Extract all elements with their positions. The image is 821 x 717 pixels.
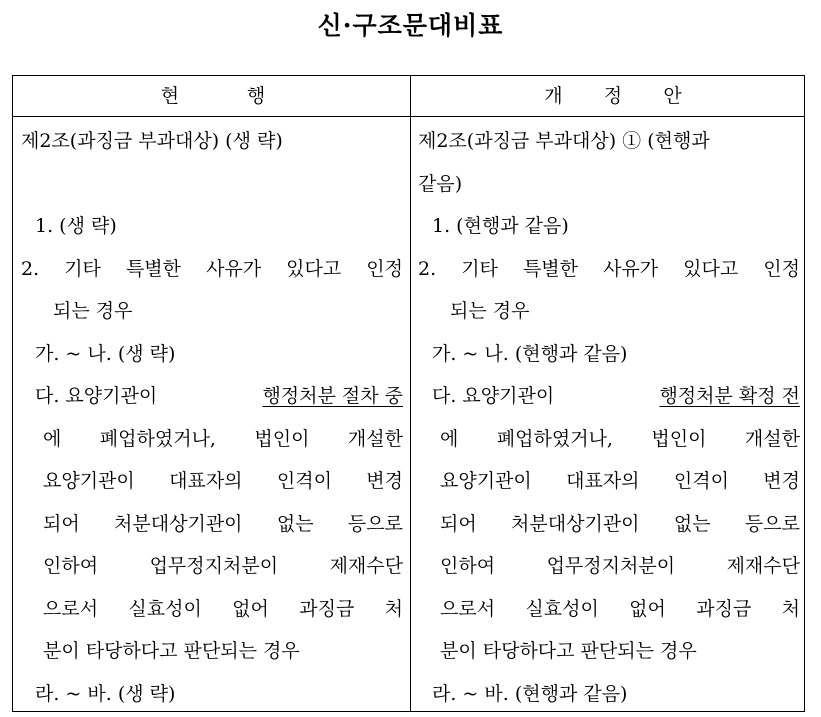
header-current xyxy=(93,76,333,116)
current-subitem-ga-na: 가. ~ 나. (생 략) xyxy=(35,342,176,365)
header-current-char-2: 행 xyxy=(246,85,266,107)
document-title: 신·구조문대비표 xyxy=(317,11,504,40)
revised-subitem-ga-na: 가. ~ 나. (현행과 같음) xyxy=(432,342,628,365)
current-item-2: 2. 기타 특별한 사유가 있다고 인정 xyxy=(21,257,403,280)
current-subitem-da-line-7: 분이 타당하다고 판단되는 경우 xyxy=(43,640,300,662)
header-revised-char-2: 정 xyxy=(603,85,623,107)
current-subitem-da-line-3: 요양기관이 대표자의 인격이 변경 xyxy=(43,470,403,492)
current-article-heading: 제2조(과징금 부과대상) (생 략) xyxy=(21,130,283,152)
header-current-char-1: 현 xyxy=(160,85,180,107)
revised-subitem-da-line-2: 에 폐업하였거나, 법인이 개설한 xyxy=(440,427,800,450)
revised-subitem-ra-ba: 라. ~ 바. (현행과 같음) xyxy=(432,682,628,705)
revised-item-2-cont: 되는 경우 xyxy=(450,300,530,322)
header-revised-char-3: 안 xyxy=(663,85,682,107)
current-underlined-phrase: 행정처분 절차 중 xyxy=(262,385,403,407)
current-subitem-da-text: 다. 요양기관이 xyxy=(35,385,158,407)
header-divider xyxy=(13,116,804,117)
current-item-2-cont: 되는 경우 xyxy=(53,300,133,322)
revised-subitem-da xyxy=(418,375,800,418)
current-item-1: 1. (생 략) xyxy=(35,215,117,237)
header-revised xyxy=(503,76,723,116)
revised-item-1: 1. (현행과 같음) xyxy=(432,215,569,237)
comparison-table xyxy=(12,75,805,712)
revised-article-heading-cont: 같음) xyxy=(418,172,463,195)
current-column xyxy=(21,120,403,715)
revised-subitem-da-line-4: 되어 처분대상기관이 없는 등으로 xyxy=(440,512,800,535)
revised-subitem-da-line-7: 분이 타당하다고 판단되는 경우 xyxy=(440,640,697,662)
revised-subitem-da-text: 다. 요양기관이 xyxy=(432,385,555,407)
current-subitem-ra-ba: 라. ~ 바. (생 략) xyxy=(35,682,176,705)
column-divider xyxy=(410,76,411,711)
current-blank-line xyxy=(21,163,403,206)
revised-subitem-da-line-6: 으로서 실효성이 없어 과징금 처 xyxy=(440,597,800,620)
revised-subitem-da-line-5: 인하여 업무정지처분이 제재수단 xyxy=(440,555,800,577)
current-subitem-da-line-5: 인하여 업무정지처분이 제재수단 xyxy=(43,555,403,577)
current-subitem-da-line-2: 에 폐업하였거나, 법인이 개설한 xyxy=(43,427,403,450)
revised-article-heading: 제2조(과징금 부과대상) ① (현행과 xyxy=(418,130,710,152)
revised-subitem-da-line-3: 요양기관이 대표자의 인격이 변경 xyxy=(440,470,800,492)
header-revised-char-1: 개 xyxy=(544,85,563,107)
current-subitem-da-line-4: 되어 처분대상기관이 없는 등으로 xyxy=(43,512,403,535)
current-subitem-da xyxy=(21,375,403,418)
revised-column xyxy=(418,120,800,715)
revised-item-2: 2. 기타 특별한 사유가 있다고 인정 xyxy=(418,257,800,280)
revised-underlined-phrase: 행정처분 확정 전 xyxy=(659,385,800,407)
current-subitem-da-line-6: 으로서 실효성이 없어 과징금 처 xyxy=(43,597,403,620)
